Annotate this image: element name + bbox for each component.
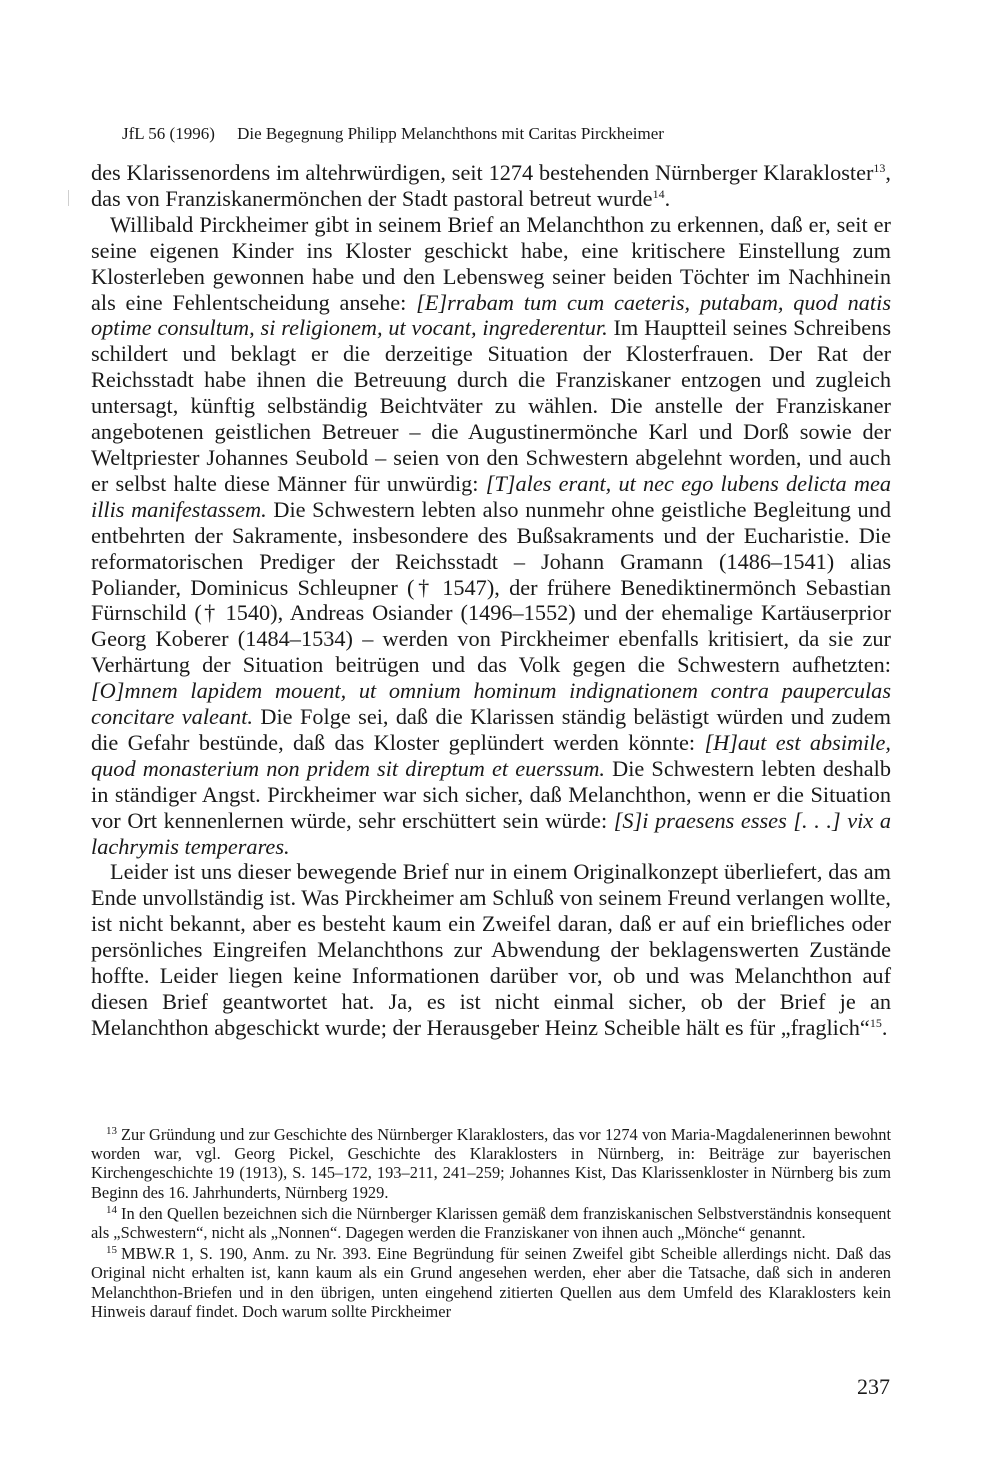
margin-mark <box>68 190 69 206</box>
paragraph <box>91 160 891 212</box>
text-run: Willibald Pirckheimer gibt in seinem Brief an Melanchthon zu erkennen, daß er, seit er seine eigenen Kinder ins Kloster geschickt habe, eine kritischere Einstellung zum Klosterleben gewonnen habe und den Lebensweg seiner beiden Töchter im Nachhinein als eine Fehlentscheidung ansehe: <box>91 211 891 315</box>
footnote-reference: 13 <box>873 161 886 175</box>
text-run: , das von Franziskanermönchen der Stadt pastoral betreut wurde <box>91 160 891 211</box>
footnote-reference: 15 <box>869 1015 882 1030</box>
footnote <box>91 1244 891 1321</box>
footnotes <box>91 1125 891 1323</box>
text-run: . <box>664 185 671 211</box>
paragraph <box>91 212 891 860</box>
footnote-text: MBW.R 1, S. 190, Anm. zu Nr. 393. Eine Begründung für seinen Zweifel gibt Scheible allerdings nicht. Daß das Original nicht erhalten ist, kann kaum als ein Grund angesehen werden, eher aber die Tatsache, daß sich in anderen Melanchthon-Briefen und in den übrigen, unten eingehend zitierten Quellen aus dem Umfeld des Klaraklosters kein Hinweis darauf findet. Doch warum sollte Pirckheimer <box>91 1244 891 1321</box>
paragraph <box>91 859 891 1040</box>
text-run: Die Schwestern lebten also nunmehr ohne geistliche Begleitung und entbehrten der Sakramente, insbesondere des Bußsakraments und der Eucharistie. Die reformatorischen Prediger der Reichsstadt – Johann Gramann (1486–1541) alias Poliander, Dominicus Schleupner († 1547), der frühere Benediktinermönch Sebastian Fürnschild († 1540), Andreas Osiander (1496–1552) und der ehemalige Kartäuserprior Georg Koberer (1484–1534) – werden von Pirckheimer ebenfalls kritisiert, da sie zur Verhärtung der Situation beitrügen und das Volk gegen die Schwestern aufhetzten: <box>91 496 892 678</box>
page-number: 237 <box>857 1374 890 1399</box>
footnote-text: In den Quellen bezeichnen sich die Nürnberger Klarissen gemäß dem franziskanischen Selbstverständnis konsequent als „Schwestern“, nicht als „Nonnen“. Dagegen werden die Franziskaner von ihnen auch „Mönche“ genannt. <box>91 1203 891 1243</box>
latin-quotation: [E]rrabam tum cum caeteris, putabam, quod natis optime consultum, si religionem, ut vocant, ingrederentur. <box>91 289 891 341</box>
footnote-reference: 14 <box>652 186 665 201</box>
article-title: Die Begegnung Philipp Melanchthons mit Caritas Pirckheimer <box>237 124 664 143</box>
running-head <box>122 124 664 144</box>
latin-quotation: [T]ales erant, ut nec ego lubens delicta mea illis manifestassem. <box>91 470 891 522</box>
latin-quotation: [O]mnem lapidem mouent, ut omnium hominum indignationem contra pauperculas concitare valeant. <box>91 678 891 730</box>
text-run: Leider ist uns dieser bewegende Brief nur in einem Originalkonzept überliefert, das am Ende unvollständig ist. Was Pirckheimer am Schluß von seinem Freund verlangen wollte, ist nicht bekannt, aber es besteht kaum ein Zweifel daran, daß er auf ein briefliches oder persönliches Eingreifen Melanchthons zur Abwendung der beklagenswerten Zustände hoffte. Leider liegen keine Informationen darüber vor, ob und was Melanchthon auf diesen Brief geantwortet hat. Ja, es ist nicht einmal sicher, ob der Brief je an Melanchthon abgeschickt wurde; der Herausgeber Heinz Scheible hält es für „fraglich“ <box>91 859 891 1040</box>
footnote <box>91 1204 891 1242</box>
footnote-number: 13 <box>106 1125 117 1137</box>
footnote-text: Zur Gründung und zur Geschichte des Nürnberger Klaraklosters, das vor 1274 von Maria-Magdalenerinnen bewohnt worden war, vgl. Georg Pickel, Geschichte des Klaraklosters in Nürnberg, in: Beiträge zur bayerischen Kirchengeschichte 19 (1913), S. 145–172, 193–211, 241–259; Johannes Kist, Das Klarissenkloster in Nürnberg bis zum Beginn des 16. Jahrhunderts, Nürnberg 1929. <box>91 1125 891 1202</box>
body-text <box>91 160 891 1041</box>
text-run: . <box>881 1014 888 1040</box>
text-run: Im Hauptteil seines Schreibens schildert und beklagt er die derzeitige Situation der Klosterfrauen. Der Rat der Reichsstadt habe ihnen die Betreuung durch die Franziskaner entzogen und zugleich untersagt, künftig selbständig Beichtväter zu wählen. Die anstelle der Franziskaner angebotenen geistlichen Betreuer – die Augustinermönche Karl und Dorß sowie der Weltpriester Johannes Seubold – seien von den Schwestern abgelehnt worden, und auch er selbst halte diese Männer für unwürdig: <box>91 315 892 496</box>
text-run: Die Schwestern lebten deshalb in ständiger Angst. Pirckheimer war sich sicher, daß Melanchthon, wenn er die Situation vor Ort kennenlernen würde, sehr erschüttert sein würde: <box>91 755 891 833</box>
latin-quotation: [S]i praesens esses [. . .] vix a lachrymis temperares. <box>91 807 891 859</box>
footnote-number: 15 <box>106 1244 117 1257</box>
journal-citation: JfL 56 (1996) <box>122 124 215 143</box>
footnote-number: 14 <box>106 1203 117 1216</box>
footnote <box>91 1125 891 1202</box>
latin-quotation: [H]aut est absimile, quod monasterium non pridem sit direptum et euerssum. <box>91 729 891 781</box>
text-run: Die Folge sei, daß die Klarissen ständig belästigt würden und zudem die Gefahr bestünde, daß das Kloster geplündert werden könnte: <box>91 704 891 755</box>
text-run: des Klarissenordens im altehrwürdigen, seit 1274 bestehenden Nürnberger Klarakloster <box>91 160 874 185</box>
